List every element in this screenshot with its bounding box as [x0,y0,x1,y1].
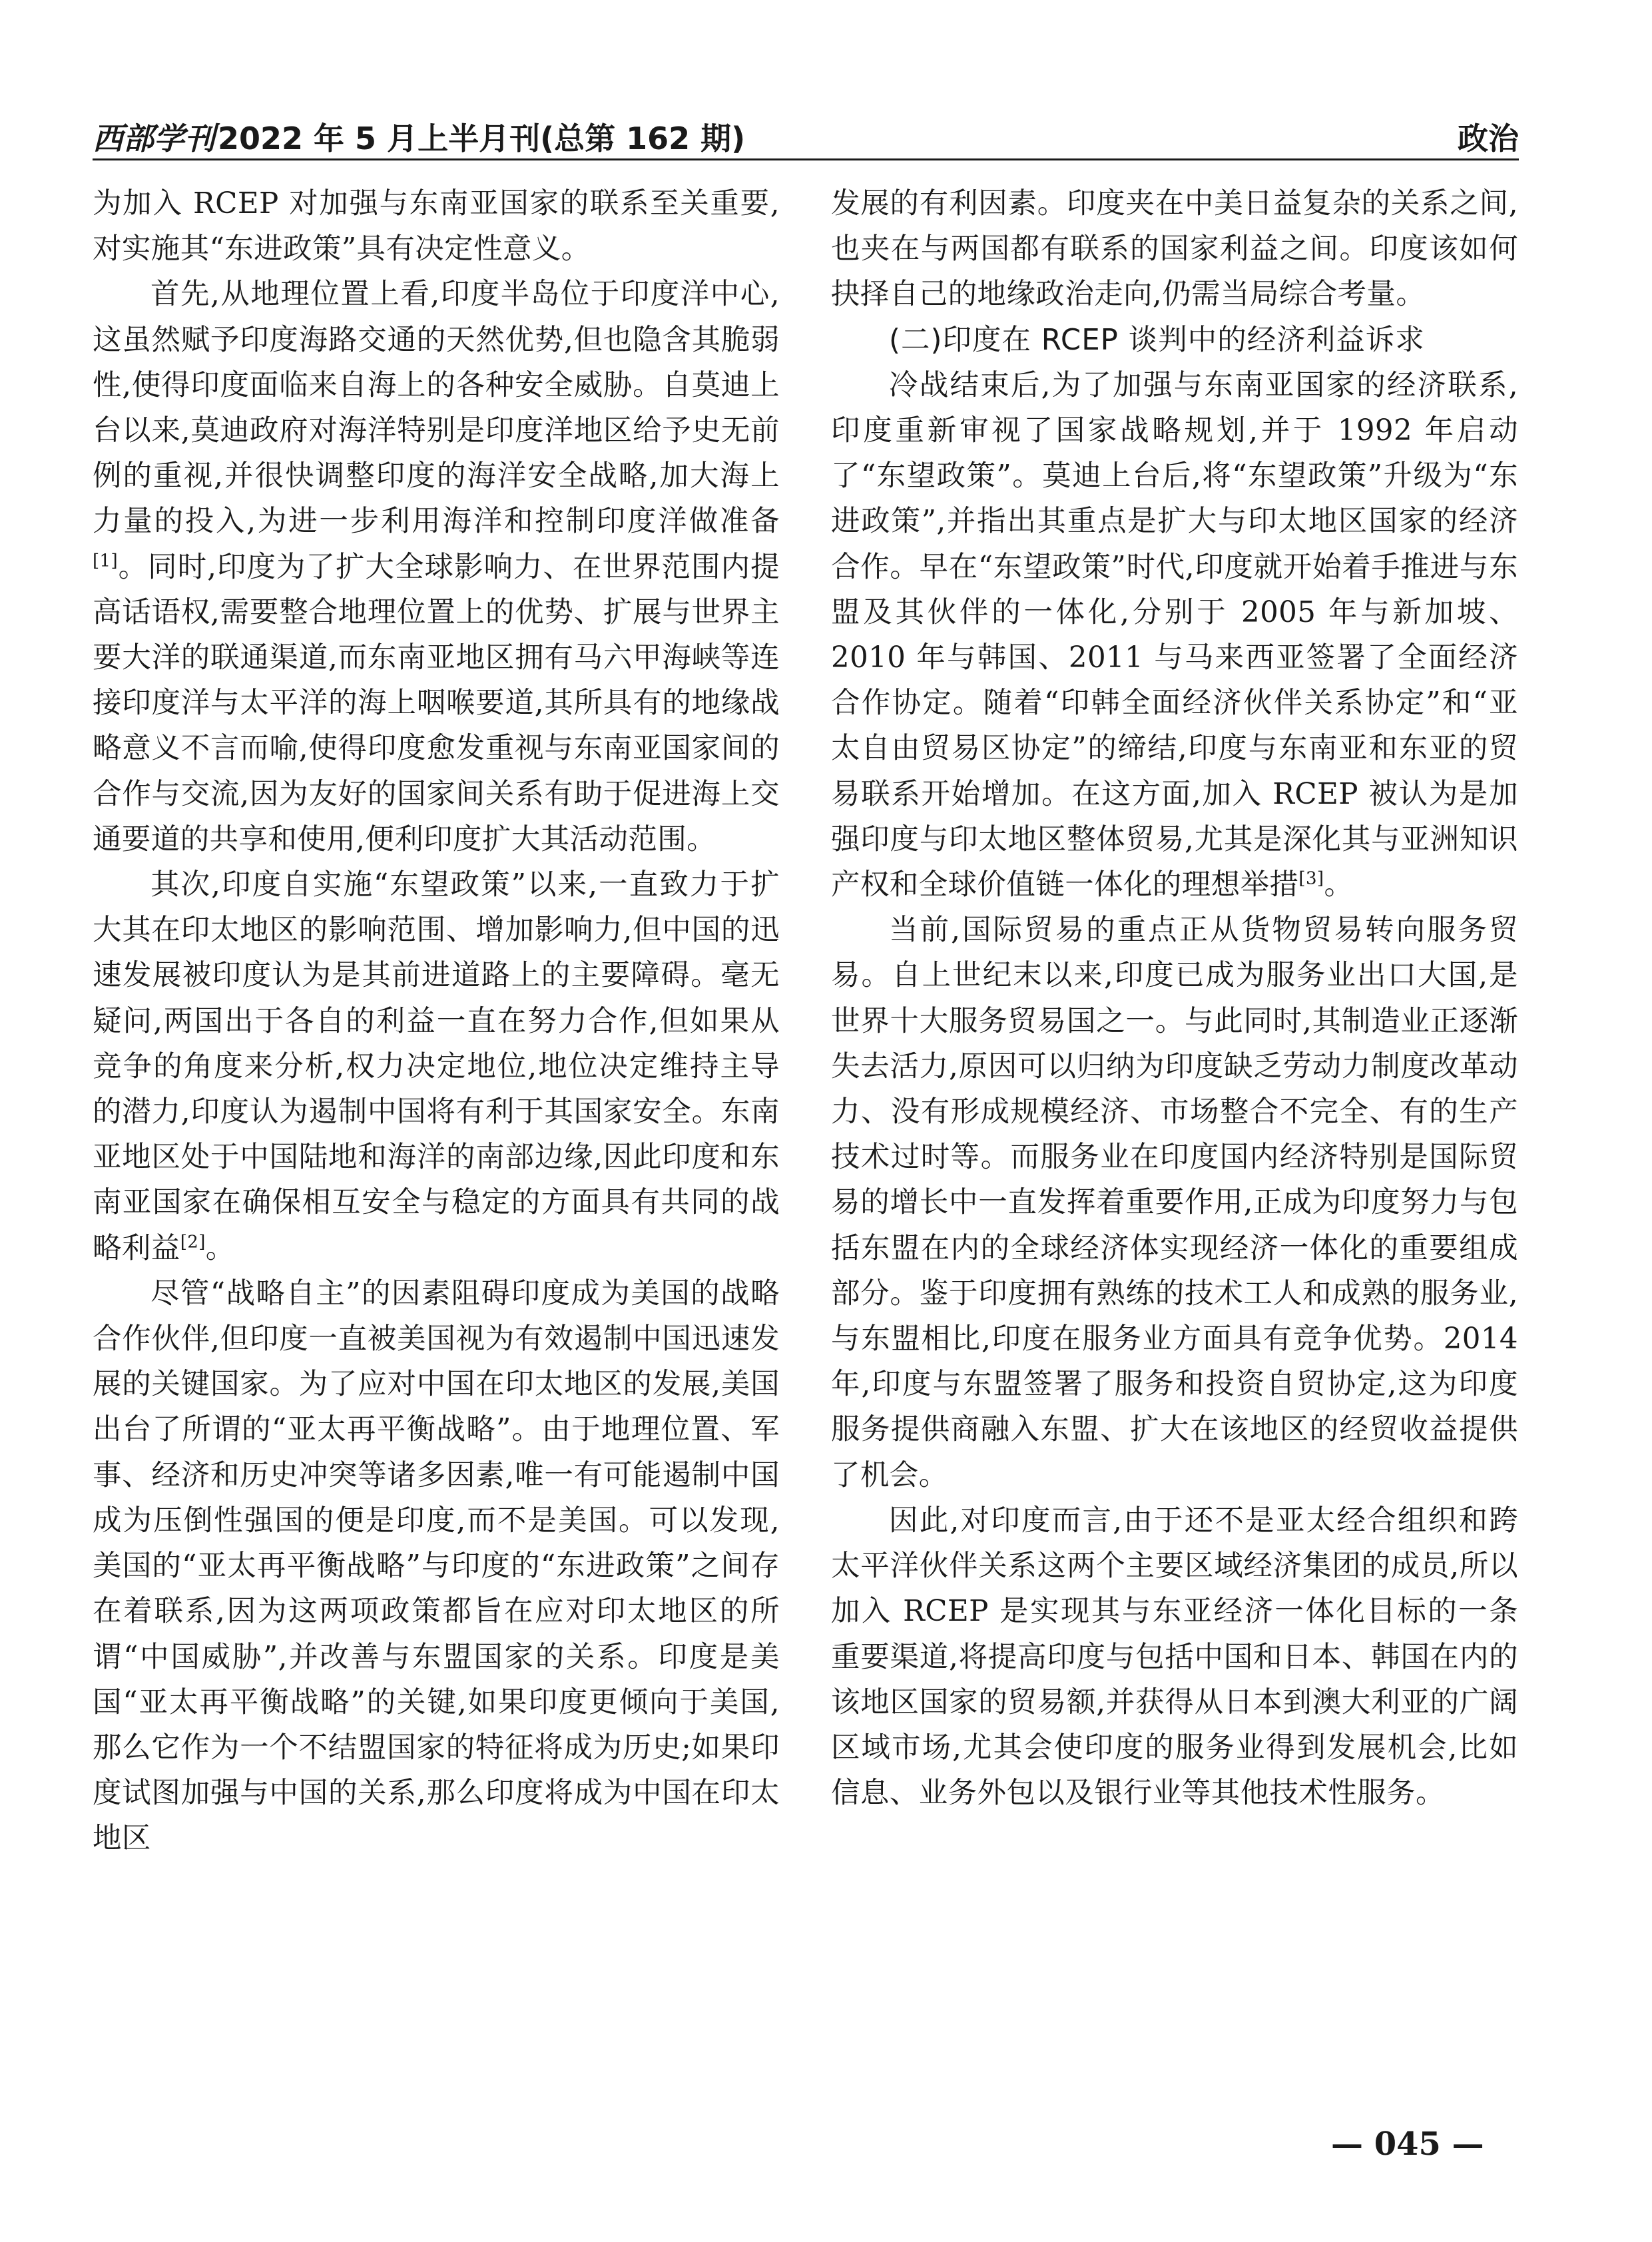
paragraph-text: 因此,对印度而言,由于还不是亚太经合组织和跨太平洋伙伴关系这两个主要区域经济集团的成员,所以加入 RCEP 是实现其与东亚经济一体化目标的一条重要渠道,将提高印度与包括中国和日本、韩国在内的该地区国家的贸易额,并获得从日本到澳大利亚的广阔区域市场,尤其会使印度的服务业得到发展机会,比如信息、业务外包以及银行业等其他技术性服务。 [831,1504,1518,1811]
paragraph [93,1271,780,1862]
paragraph [831,363,1518,908]
paragraph [93,181,780,272]
issue-info: 2022 年 5 月上半月刊(总第 162 期) [218,121,746,156]
paragraph-text: (二)印度在 RCEP 谈判中的经济利益诉求 [889,323,1425,357]
paragraph-text: 。同时,印度为了扩大全球影响力、在世界范围内提高话语权,需要整合地理位置上的优势、扩展与世界主要大洋的联通渠道,而东南亚地区拥有马六甲海峡等连接印度洋与太平洋的海上咽喉要道,其所具有的地缘战略意义不言而喻,使得印度愈发重视与东南亚国家间的合作与交流,因为友好的国家间关系有助于促进海上交通要道的共享和使用,便利印度扩大其活动范围。 [93,550,780,856]
paragraph-text: 。 [1324,868,1354,902]
paragraph-text: 尽管“战略自主”的因素阻碍印度成为美国的战略合作伙伴,但印度一直被美国视为有效遏制中国迅速发展的关键国家。为了应对中国在印太地区的发展,美国出台了所谓的“亚太再平衡战略”。由于地理位置、军事、经济和历史冲突等诸多因素,唯一有可能遏制中国成为压倒性强国的便是印度,而不是美国。可以发现,美国的“亚太再平衡战略”与印度的“东进政策”之间存在着联系,因为这两项政策都旨在应对印太地区的所谓“中国威胁”,并改善与东盟国家的关系。印度是美国“亚太再平衡战略”的关键,如果印度更倾向于美国,那么它作为一个不结盟国家的特征将成为历史;如果印度试图加强与中国的关系,那么印度将成为中国在印太地区 [93,1276,780,1856]
paragraph-text: 其次,印度自实施“东望政策”以来,一直致力于扩大其在印太地区的影响范围、增加影响力,但中国的迅速发展被印度认为是其前进道路上的主要障碍。毫无疑问,两国出于各自的利益一直在努力合作,但如果从竞争的角度来分析,权力决定地位,地位决定维持主导的潜力,印度认为遏制中国将有利于其国家安全。东南亚地区处于中国陆地和海洋的南部边缘,因此印度和东南亚国家在确保相互安全与稳定的方面具有共同的战略利益 [93,868,780,1265]
paragraph [93,272,780,862]
page-number: — 045 — [1331,2125,1484,2163]
paragraph-text: 为加入 RCEP 对加强与东南亚国家的联系至关重要,对实施其“东进政策”具有决定性意义。 [93,187,780,266]
journal-issue-line [93,115,745,158]
header-rule [93,158,1519,160]
paragraph-text: 冷战结束后,为了加强与东南亚国家的经济联系,印度重新审视了国家战略规划,并于 1992 年启动了“东望政策”。莫迪上台后,将“东望政策”升级为“东进政策”,并指出其重点是扩大与印太地区国家的经济合作。早在“东望政策”时代,印度就开始着手推进与东盟及其伙伴的一体化,分别于 2005 年与新加坡、2010 年与韩国、2011 与马来西亚签署了全面经济合作协定。随着“印韩全面经济伙伴关系协定”和“亚太自由贸易区协定”的缔结,印度与东南亚和东亚的贸易联系开始增加。在这方面,加入 RCEP 被认为是加强印度与印太地区整体贸易,尤其是深化其与亚洲知识产权和全球价值链一体化的理想举措 [831,368,1518,902]
citation-ref: [1] [93,551,119,571]
left-column [93,181,780,1862]
paragraph-text: 首先,从地理位置上看,印度半岛位于印度洋中心,这虽然赋予印度海路交通的天然优势,但也隐含其脆弱性,使得印度面临来自海上的各种安全威胁。自莫迪上台以来,莫迪政府对海洋特别是印度洋地区给予史无前例的重视,并很快调整印度的海洋安全战略,加大海上力量的投入,为进一步利用海洋和控制印度洋做准备 [93,278,780,539]
section-subheading [831,318,1518,363]
paragraph-text: 。 [205,1231,235,1265]
paragraph-text: 发展的有利因素。印度夹在中美日益复杂的关系之间,也夹在与两国都有联系的国家利益之间。印度该如何抉择自己的地缘政治走向,仍需当局综合考量。 [831,187,1518,312]
citation-ref: [3] [1298,868,1324,889]
paragraph-text: 当前,国际贸易的重点正从货物贸易转向服务贸易。自上世纪末以来,印度已成为服务业出口大国,是世界十大服务贸易国之一。与此同时,其制造业正逐渐失去活力,原因可以归纳为印度缺乏劳动力制度改革动力、没有形成规模经济、市场整合不完全、有的生产技术过时等。而服务业在印度国内经济特别是国际贸易的增长中一直发挥着重要作用,正成为印度努力与包括东盟在内的全球经济体实现经济一体化的重要组成部分。鉴于印度拥有熟练的技术工人和成熟的服务业,与东盟相比,印度在服务业方面具有竞争优势。2014 年,印度与东盟签署了服务和投资自贸协定,这为印度服务提供商融入东盟、扩大在该地区的经贸收益提供了机会。 [831,914,1518,1492]
running-header [93,115,1519,160]
citation-ref: [2] [180,1232,206,1253]
paragraph [831,181,1518,318]
right-column [831,181,1518,1816]
paragraph [93,862,780,1271]
section-label: 政治 [1458,121,1519,156]
paragraph [831,908,1518,1498]
paragraph [831,1498,1518,1816]
journal-name: 西部学刊 [93,121,215,156]
